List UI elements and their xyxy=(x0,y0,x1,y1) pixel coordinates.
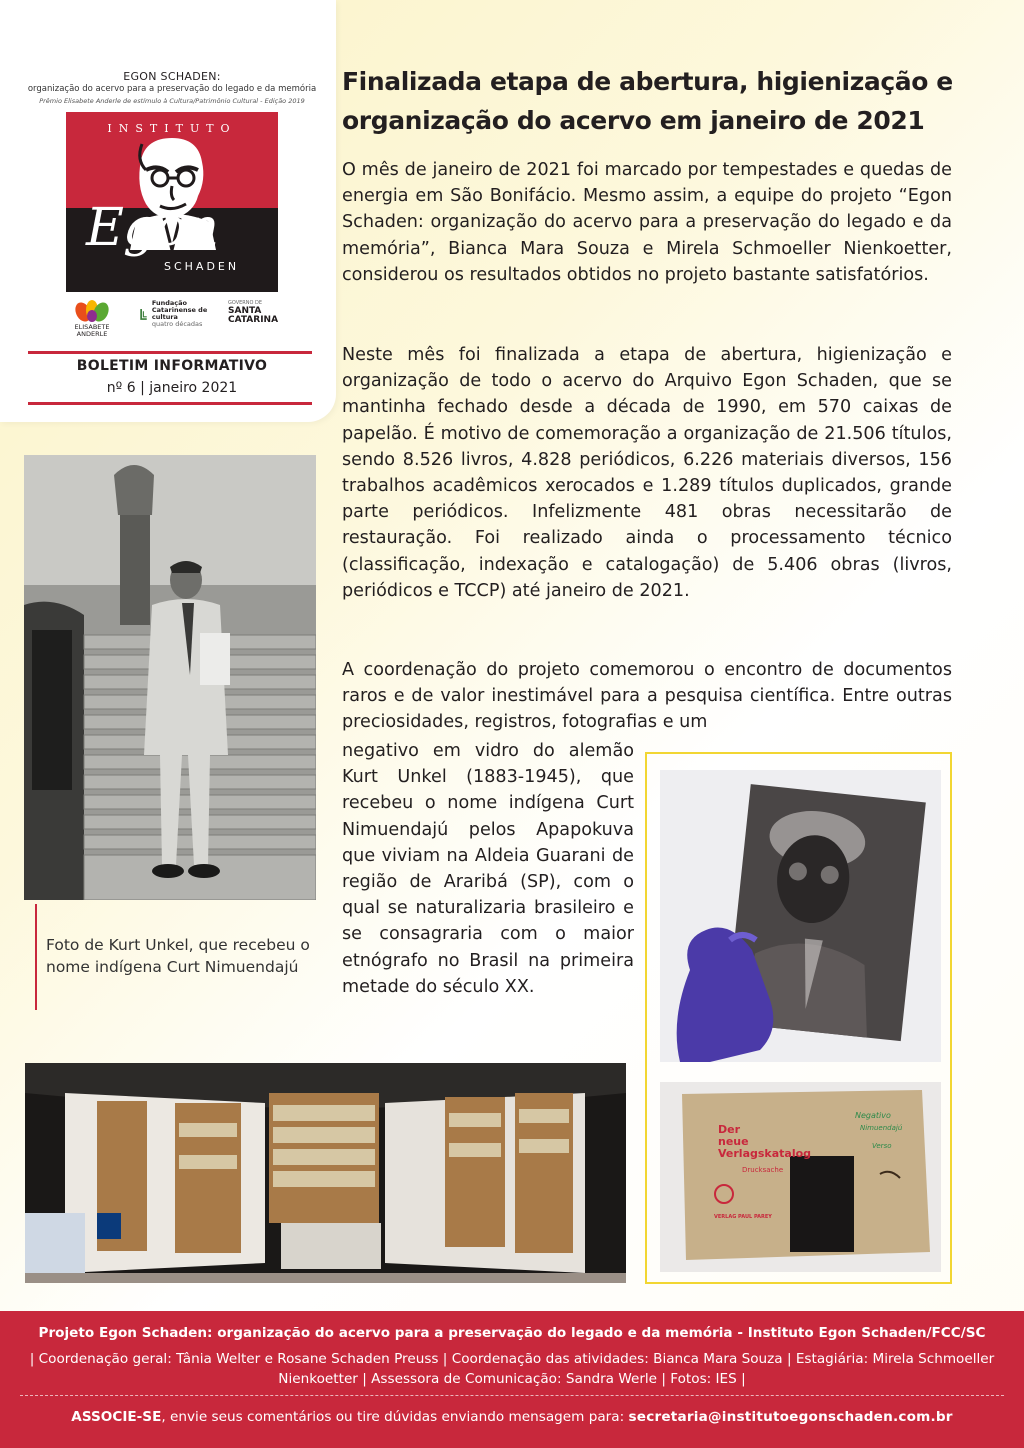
photo-caption: Foto de Kurt Unkel, que recebeu o nome indígena Curt Nimuendajú xyxy=(46,936,310,976)
instituto-egon-schaden-logo xyxy=(66,112,278,292)
associe-text: , envie seus comentários ou tire dúvidas enviando mensagem para: xyxy=(161,1409,629,1425)
sponsor-elisabete-anderle xyxy=(62,300,122,340)
bulletin-title: BOLETIM INFORMATIVO xyxy=(76,358,268,374)
footer-project-line: Projeto Egon Schaden: organização do acervo para a preservação do legado e da memória - Instituto Egon Schaden/FCC/SC xyxy=(38,1325,986,1341)
article-headline: Finalizada etapa de abertura, higienização e organização do acervo em janeiro de 2021 xyxy=(342,67,953,135)
footer xyxy=(0,1311,1024,1448)
archive-room-photo xyxy=(25,1063,626,1283)
article-paragraph-4: negativo em vidro do alemão Kurt Unkel (1883-1945), que recebeu o nome indígena Curt Nimuendajú pelos Apapokuva que viviam na Aldeia Guarani de região de Araribá (SP), com o qual se naturalizaria brasileiro e se consagraria com o maior etnógrafo no Brasil na primeira metade do século XX. xyxy=(342,741,634,997)
sponsor-fcc xyxy=(140,300,220,340)
caption-accent-bar xyxy=(35,904,37,1010)
svg-text:Nimuendajú: Nimuendajú xyxy=(860,1124,903,1132)
envelope-title: Der neue Verlagskatalog xyxy=(718,1123,812,1160)
award-line: Prêmio Elisabete Anderle de estímulo à Cultura/Patrimônio Cultural - Edição 2019 xyxy=(39,97,305,105)
bulletin-bottom-rule xyxy=(28,402,312,405)
fcc-name: Fundação Catarinense de cultura xyxy=(151,299,208,321)
kurt-unkel-photo xyxy=(24,455,316,900)
sponsor-governo-sc xyxy=(228,300,288,340)
gov-name: SANTA CATARINA xyxy=(228,306,279,325)
article-paragraph-3: A coordenação do projeto comemorou o encontro de documentos raros e de valor inestimável para a pesquisa científica. Entre outras preciosidades, registros, fotografias e um xyxy=(342,660,952,733)
associe-label: ASSOCIE-SE xyxy=(71,1409,162,1425)
project-name: EGON SCHADEN: xyxy=(123,70,221,83)
article-paragraph-2: Neste mês foi finalizada a etapa de abertura, higienização e organização de todo o acervo do Arquivo Egon Schaden, que se mantinha fechado desde a década de 1990, em 570 caixas de papelão. É motivo de comemoração a organização de 21.506 títulos, sendo 8.526 livros, 4.828 periódicos, 6.226 materiais diversos, 156 trabalhos acadêmicos xerocados e 1.289 títulos duplicados, grande parte periódicos. Infelizmente 481 obras necessitarão de restauração. Foi realizado ainda o processamento técnico (classificação, indexação e catalogação) de 5.406 obras (livros, periódicos e TCCP) até janeiro de 2021. xyxy=(342,345,952,601)
envelope-photo xyxy=(660,1082,941,1272)
project-subtitle: organização do acervo para a preservação do legado e da memória xyxy=(27,84,317,94)
bulletin-issue: nº 6 | janeiro 2021 xyxy=(106,380,238,396)
bulletin-top-rule xyxy=(28,351,312,354)
gov-label: GOVERNO DE xyxy=(228,300,263,306)
logo-schaden-text: SCHADEN xyxy=(164,260,240,273)
logo-egon-script: Egon xyxy=(86,198,219,258)
contact-email-link[interactable]: secretaria@institutoegonschaden.com.br xyxy=(628,1409,953,1425)
footer-divider xyxy=(20,1395,1004,1396)
fcc-logo-icon xyxy=(140,303,148,325)
elisabete-anderle-flower-icon xyxy=(71,300,113,324)
svg-text:Verso: Verso xyxy=(872,1142,892,1150)
article-paragraph-1: O mês de janeiro de 2021 foi marcado por tempestades e quedas de energia em São Bonifácio. Mesmo assim, a equipe do projeto “Egon Schaden: organização do acervo para a preservação do legado e da memória”, Bianca Mara Souza e Mirela Schmoeller Nienkoetter, considerou os resultados obtidos no projeto bastante satisfatórios. xyxy=(342,160,952,285)
footer-credits: | Coordenação geral: Tânia Welter e Rosane Schaden Preuss | Coordenação das atividades: Bianca Mara Souza | Estagiária: Mirela Schmoeller Nienkoetter | Assessora de Comunicação: Sandra Werle | Fotos: IES | xyxy=(29,1351,995,1387)
envelope-publisher: VERLAG PAUL PAREY xyxy=(714,1214,772,1220)
glass-negative-photo xyxy=(660,770,941,1062)
elisabete-anderle-label: ELISABETE ANDERLE xyxy=(74,323,110,338)
envelope-subtitle: Drucksache xyxy=(742,1166,784,1174)
logo-instituto-text: INSTITUTO xyxy=(107,122,237,135)
svg-text:Negativo: Negativo xyxy=(855,1111,891,1120)
masthead-card xyxy=(0,0,336,422)
footer-contact xyxy=(0,1409,1024,1425)
fcc-tagline: quatro décadas xyxy=(151,320,203,328)
